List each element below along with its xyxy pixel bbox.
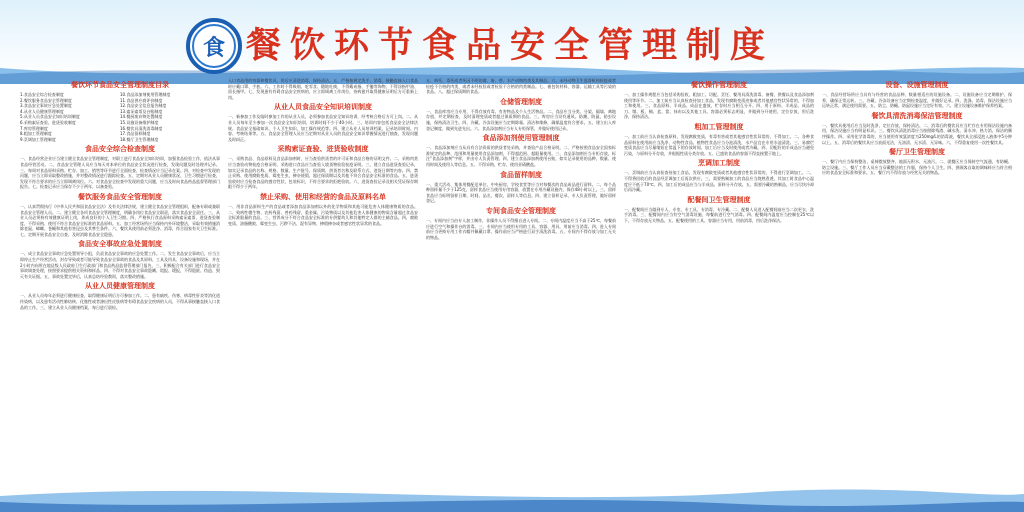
toc-item: 11.食品供应商评价制度 <box>120 97 163 103</box>
section-title: 粗加工管理制度 <box>694 122 744 131</box>
section-title: 采购索证查验、进货验收制度 <box>277 145 369 154</box>
section-title: 从业人员健康管理制度 <box>85 282 155 291</box>
section-title: 从业人员食品安全知识培训制度 <box>274 103 372 112</box>
column-1 <box>20 78 220 498</box>
section-title: 餐饮环节食品安全管理制度目录 <box>71 81 169 89</box>
column-5 <box>822 78 1012 498</box>
column-3 <box>426 78 616 498</box>
toc-item: 5.从业人员食品安全知识培训制度 <box>20 114 80 120</box>
section-title: 餐饮服务食品安全管理制度 <box>78 192 162 201</box>
toc-item: 2.餐饮服务食品安全管理制度 <box>20 97 72 103</box>
food-safety-logo <box>186 18 242 74</box>
toc-item: 14.餐厨废弃物处置制度 <box>120 114 163 120</box>
toc-item: 1.食品安全综合检查制度 <box>20 92 64 97</box>
table-of-contents <box>20 92 220 142</box>
section-body-text: 一、烹调前应当认真检查待加工食品，发现有腐败变质或者其他感官性状异常的，不得进行烹调加工。二、不得将回收后的食品经烹调加工后再次供应。三、需要熟制加工的食品应当烧熟煮透，其加工时食品中心温度应不低于70℃。四、加工后的成品应当与半成品、原料分开存放。五、需要冷藏的熟制品，应当尽快冷却后再冷藏。 <box>624 170 814 193</box>
section-title: 设备、设施管理制度 <box>885 81 949 89</box>
section-body-text: 一、餐厅内应当保持整洁，桌椅摆放整齐，地面无积水、无油污。二、就餐区应当保持空气流通，有防蝇、防尘设施。三、餐厅工作人员应当穿戴整洁的工作服，保持个人卫生。四、供顾客自取的调味料应当符合相应的食品安全标准和要求。五、餐厅内不得存放与经营无关的物品。 <box>822 159 1012 176</box>
section-body-text: 一、认真贯彻执行《中华人民共和国食品安全法》及有关法律法规，建立健全食品安全管理组织，配备专职或兼职食品安全管理人员。二、建立健全各项食品安全管理制度，明确各岗位食品安全职责，落实食品安全责任。三、从业人员必须持有效健康证明上岗，养成良好的个人卫生习惯。四、严格执行食品原料采购索证索票、进货查验制度，不得采购、使用不符合食品安全标准的食品原料。五、加工经营场所应当保持内外环境整洁，采取有效措施消除老鼠、蟑螂、苍蝇和其他有害昆虫及其孳生条件。六、餐饮具使用前必须洗净、消毒，符合国家有关卫生标准。七、定期开展食品安全自查，及时消除食品安全隐患。 <box>20 203 220 237</box>
toc-item: 7.库房管理制度 <box>20 125 48 131</box>
section-title: 餐厅卫生管理制度 <box>889 148 945 157</box>
section-body-text: 入口食品用的容器和餐饮具，用后应清洗消毒，保持清洁。五、严格按规定洗手、消毒，接触直接入口食品时应戴口罩、手套。六、工作时不得吸烟、吃零食、随地吐痰，不得戴戒指、手镯等饰物，不得涂指甲油、留长指甲。七、发现患有有碍食品安全疾病的，应立即调离工作岗位，待病愈并取得健康证明后方可重新上岗。 <box>228 78 418 100</box>
toc-item: 3.食品安全事故应急处置制度 <box>20 103 72 109</box>
toc-item: 10.食品添加剂使用管理制度 <box>120 92 171 97</box>
section-body-text: 一、新参加工作及临时参加工作的从业人员，必须参加食品安全知识培训，经考核合格后方可上岗。二、从业人员每年至少参加一次食品安全知识培训，培训时间不少于40小时。三、培训内容包括食品安全法律法规、食品安全基础知识、个人卫生知识、加工操作规范等。四、建立从业人员培训档案，记录培训时间、内容、考核结果等。五、食品安全管理人员应当定期对从业人员的食品安全知识掌握情况进行抽查，发现问题及时纠正。 <box>228 114 418 142</box>
footer-wave-decoration <box>0 472 1024 512</box>
toc-item: 16.餐饮具清洗消毒制度 <box>120 125 163 131</box>
section-body-text: 一、用非食品原料生产的食品或者添加食品添加剂以外的化学物质和其他可能危害人体健康物质的食品。二、致病性微生物、农药残留、兽药残留、重金属、污染物质以及其他危害人体健康的物质含量超过食品安全标准限量的食品。三、营养成分不符合食品安全标准的专供婴幼儿和其他特定人群的主辅食品。四、腐败变质、油脂酸败、霉变生虫、污秽不洁、混有异物、掺假掺杂或者感官性状异常的食品。 <box>228 203 418 226</box>
section-title: 食品添加剂使用管理制度 <box>482 134 560 143</box>
section-body-text: 一、食品经营企业应当建立健全食品安全管理制度，对职工进行食品安全知识培训，加强食品检验工作，依法从事食品经营活动。二、食品安全管理人员应当每天对本单位的食品安全状况进行检查，发现问题及时处理并记录。三、每周对食品原料采购、贮存、加工、销售等环节进行全面检查，检查情况应当记录在案。四、对检查中发现的问题，应当立即采取整改措施，并对整改情况进行跟踪检查。五、定期对从业人员健康状况、卫生习惯进行检查，发现不符合要求的应当立即调离岗位。六、对食品安全检查中发现的重大问题，应当及时向食品药品监督管理部门报告。七、检查记录应当保存不少于两年，以备查验。 <box>20 156 220 190</box>
section-body-text: 一、重大活动、集体用餐配送单位、中央厨房、学校食堂等应当对每餐次的食品成品进行留样。二、每个品种留样量不少于125克，留样食品应当使用专用容器，放置在专用冷藏设施内，保存48小时以上。三、留样食品应当标明留样日期、时间、品名、餐次、留样人等信息。四、建立留样记录，专人负责管理，做好留样登记。 <box>426 181 616 204</box>
section-body-text: 一、采购食品、食品原料及食品添加剂时，应当查验供货者的许可证和食品合格的证明文件。二、采购肉类应当查验动物检疫合格证明，采购进口食品应当查验入境货物检验检疫证明。三、建立食品进货查验记录，如实记录食品的名称、规格、数量、生产批号、保质期、供货者名称及联系方式、进货日期等内容。四、禁止采购、使用腐败变质、霉变生虫、掺杂使假、超过保质期以及其他不符合食品安全标准的食品。五、进货验收时应当检查食品的感官性状、包装标识，不符合要求的拒绝验收。六、进货查验记录及相关凭证保存期限不得少于两年。 <box>228 156 418 190</box>
toc-item: 17.食品留样制度 <box>120 131 151 137</box>
section-body-text: 一、食品添加剂应当从具有合法资质的供货者处采购，并查验产品合格证明。二、严格按照食品安全国家标准规定的品种、范围和用量使用食品添加剂，不得超范围、超限量使用。三、食品添加剂应当专柜存放，标注"食品添加剂"字样，并由专人负责管理。四、建立食品添加剂使用台账，如实记录使用的品种、数量、使用时间及使用人等信息。五、不得采购、贮存、使用亚硝酸盐。 <box>426 145 616 167</box>
toc-item: 6.采购索证查验、进货验收制度 <box>20 119 76 125</box>
section-body-text: 一、从业人员每年必须进行健康检查，取得健康证明后方可参加工作。二、患有痢疾、伤寒、病毒性肝炎等消化道传染病，以及患有活动性肺结核、化脓性或者渗出性皮肤病等有碍食品安全疾病的人员，不得从事接触直接入口食品的工作。三、建立从业人员健康档案，每日进行晨检。 <box>20 293 220 310</box>
section-body-text: 一、成立食品安全事故应急处置领导小组，负责食品安全事故的应急处置工作。二、发生食品安全事故后，应当立即停止生产经营活动，封存导致或者可能导致食品安全事故的食品及其原料、工具及用具、设备设施和现场，并在2小时内向所在地县级人民政府卫生行政部门和食品药品监督管理部门报告。三、积极配合有关部门进行食品安全事故调查处理，按照要求提供相关资料和样品。四、不得对食品安全事故隐瞒、谎报、缓报，不得隐匿、伪造、毁灭有关证据。五、事故处置完毕后，认真总结经验教训，落实整改措施。 <box>20 251 220 279</box>
section-title: 食品安全综合检查制度 <box>85 145 155 154</box>
section-body-text: 一、加工操作规程应当包括采购验收、粗加工、切配、烹饪、餐用具清洗消毒、备餐、供餐以及食品添加剂使用等环节。二、加工前应当认真检查待加工食品，发现有腐败变质迹象或者其他感官性状异常的，不得加工和使用。三、食品原料、半成品、成品在盛放、贮存时应当相互分开。四、用于原料、半成品、成品的刀、墩、板、桶、盆、筐、抹布以及其他工具、容器必须标志明显，并做到分开使用，定位存放，用后洗净，保持清洁。 <box>624 92 814 120</box>
section-body-text: 一、餐饮具使用后应当及时洗净，定位存放，保持清洁。二、消毒后的餐饮具应当贮存在专用保洁设施内备用，保洁设施应当有明显标识。三、餐饮具清洗消毒应当按照除残渣、碱水洗、清水冲、热力消、保洁的顺序操作。四、采用化学消毒的，应当使用有效氯浓度为250mg/L的消毒液，餐饮具全部浸泡入液体中5分钟以上。五、消毒后的餐饮具应当表面光洁，无油渍、无水渍、无异味。六、不得重复使用一次性餐饮具。 <box>822 122 1012 145</box>
section-body-text: 一、加工前应当认真检查原料，发现腐败变质、有毒有害或者其他感官性状异常的，不得加工。二、各种食品原料在使用前应当洗净，动物性食品、植物性食品应当分池清洗，水产品宜在专用水池清洗。三、易腐烂变质食品应当尽量缩短在常温下的存放时间，加工后应当及时使用或者冷藏。四、切配好的半成品应当避免污染，与原料分开存放，并根据性质分类存放。五、已盛装食品的容器不得直接置于地上。 <box>624 133 814 156</box>
toc-item: 8.粗加工管理制度 <box>20 131 52 137</box>
column-4 <box>624 78 814 498</box>
section-body-text: 一、配餐间应当做到专人、专室、专工具、专消毒、专冷藏。二、配餐人员进入配餐间前应当二次更衣，洗手消毒。三、配餐间内应当有空气消毒设施，每餐前进行空气消毒。四、配餐间内温度应当控制在25℃以下，不得存放无关物品。五、配餐使用的工具、容器应当专用，用前消毒，用后洗净保洁。 <box>624 206 814 223</box>
section-title: 餐饮操作管理制度 <box>691 81 747 89</box>
section-title: 专间食品安全管理制度 <box>486 206 556 215</box>
section-title: 禁止采购、使用和经营的食品及原料名单 <box>260 192 386 201</box>
section-body-text: 一、食品经营场所应当具有与经营的食品品种、数量相适应的设施设备。二、设施设备应当定期维护、保养，确保正常运转。三、冷藏、冷冻设备应当定期检查温度，并做好记录。四、洗涤、消毒、保洁设施应当运转正常，满足使用需要。五、防尘、防蝇、防鼠设施应当完好有效。六、建立设施设备维护保养档案。 <box>822 92 1012 109</box>
toc-item: 4.从业人员健康管理制度 <box>20 108 64 114</box>
column-2 <box>228 78 418 498</box>
toc-item: 18.餐厅卫生管理制度 <box>120 136 159 142</box>
section-title: 食品留样制度 <box>500 170 542 179</box>
section-title: 食品安全事故应急处置制度 <box>78 240 162 249</box>
section-body-text: 一、食品库房应当专用，不得存放有毒、有害物品及个人生活物品。二、食品应当分类、分架、隔墙、离地存放，并定期检查，及时清理变质或者超过保质期的食品。三、库房应当设有通风、防潮、防鼠、防虫设施，保持清洁卫生。四、冷藏、冷冻设施应当定期除霜、清洁和维修，确保温度符合要求。五、建立出入库登记制度，做到先进先出。六、食品添加剂应当专人专柜保管，并做好使用记录。 <box>426 108 616 131</box>
toc-item: 9.烹调加工管理制度 <box>20 136 56 142</box>
section-title: 餐饮具清洗消毒保洁管理制度 <box>871 111 963 120</box>
section-body-text: 一、专间内应当由专人加工制作，非操作人员不得擅自进入专间。二、专间内温度应当不高于25℃，每餐前应进行空气和操作台的消毒。三、专间内应当使用专用的工具、容器、用具，用前应当消毒。四、进入专间前应当更换专用工作衣帽并佩戴口罩，操作前应当严格进行双手清洗消毒。五、专间内不得存放与加工无关的物品。 <box>426 217 616 240</box>
page-title: 餐饮环节食品安全管理制度 <box>246 26 775 66</box>
section-body-text: 五、病死、毒死或者死因不明的禽、畜、兽、水产动物肉类及其制品。六、未经动物卫生监督机构检疫或者检疫不合格的肉类，或者未经检验或者检验不合格的肉类制品。七、被包装材料、容器、运输工具等污染的食品。八、超过保质期的食品。 <box>426 78 616 95</box>
logo-emblem-icon: 食 <box>192 24 236 68</box>
toc-item: 13.索证索票及台账制度 <box>120 108 163 114</box>
section-title: 仓储管理制度 <box>500 97 542 106</box>
toc-item: 15.设施设备维护制度 <box>120 119 159 125</box>
toc-item: 12.食品安全信息报告制度 <box>120 103 167 109</box>
section-title: 配餐间卫生管理制度 <box>687 195 751 204</box>
section-title: 烹调加工制度 <box>698 159 740 168</box>
